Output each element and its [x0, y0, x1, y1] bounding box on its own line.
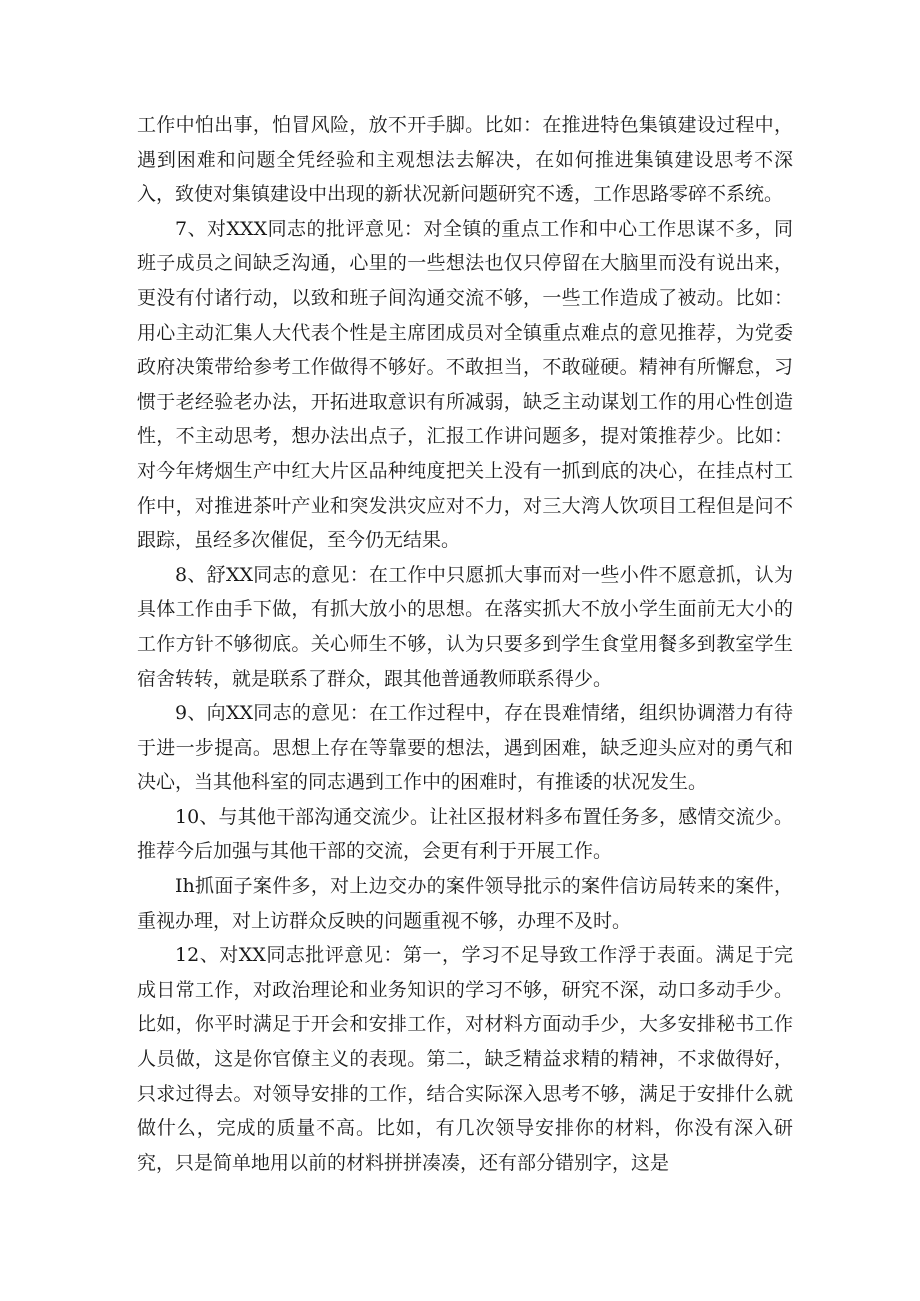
paragraph-item-12: 12、对XX同志批评意见：第一，学习不足导致工作浮于表面。满足于完成日常工作，对政治理论和业务知识的学习不够，研究不深，动口多动手少。比如，你平时满足于开会和安排工作，对材料方面动手少，大多安排秘书工作人员做，这是你官僚主义的表现。第二，缺乏精益求精的精神，不求做得好，只求过得去。对领导安排的工作，结合实际深入思考不够，满足于安排什么就做什么，完成的质量不高。比如，有几次领导安排你的材料，你没有深入研究，只是简单地用以前的材料拼拼凑凑，还有部分错别字，这是 [137, 944, 793, 1174]
paragraph-continuation: 工作中怕出事，怕冒风险，放不开手脚。比如：在推进特色集镇建设过程中，遇到困难和问题全凭经验和主观想法去解决，在如何推进集镇建设思考不深入，致使对集镇建设中出现的新状况新问题研究不透，工作思路零碎不系统。 [137, 114, 793, 206]
paragraph-item-7: 7、对XXX同志的批评意见：对全镇的重点工作和中心工作思谋不多，同班子成员之间缺乏沟通，心里的一些想法也仅只停留在大脑里而没有说出来，更没有付诸行动，以致和班子间沟通交流不够，一些工作造成了被动。比如：用心主动汇集人大代表个性是主席团成员对全镇重点难点的意见推荐，为党委政府决策带给参考工作做得不够好。不敢担当，不敢碰硬。精神有所懈怠，习惯于老经验老办法，开拓进取意识有所减弱，缺乏主动谋划工作的用心性创造性，不主动思考，想办法出点子，汇报工作讲问题多，提对策推荐少。比如：对今年烤烟生产中红大片区品种纯度把关上没有一抓到底的决心，在挂点村工作中，对推进茶叶产业和突发洪灾应对不力，对三大湾人饮项目工程但是问不跟踪，虽经多次催促，至今仍无结果。 [137, 217, 793, 552]
paragraph-item-9: 9、向XX同志的意见：在工作过程中，存在畏难情绪，组织协调潜力有待于进一步提高。思想上存在等靠要的想法，遇到困难，缺乏迎头应对的勇气和决心，当其他科室的同志遇到工作中的困难时，有推诿的状况发生。 [137, 702, 793, 794]
document-body [137, 108, 793, 1180]
paragraph-item-11: Ih抓面子案件多，对上边交办的案件领导批示的案件信访局转来的案件，重视办理，对上访群众反映的问题重视不够，办理不及时。 [137, 875, 793, 932]
paragraph-item-8: 8、舒XX同志的意见：在工作中只愿抓大事而对一些小件不愿意抓，认为具体工作由手下做，有抓大放小的思想。在落实抓大不放小学生面前无大小的工作方针不够彻底。关心师生不够，认为只要多到学生食堂用餐多到教室学生宿舍转转，就是联系了群众，跟其他普通教师联系得少。 [137, 563, 793, 690]
paragraph-item-10: 10、与其他干部沟通交流少。让社区报材料多布置任务多，感情交流少。推荐今后加强与其他干部的交流，会更有利于开展工作。 [137, 805, 793, 863]
